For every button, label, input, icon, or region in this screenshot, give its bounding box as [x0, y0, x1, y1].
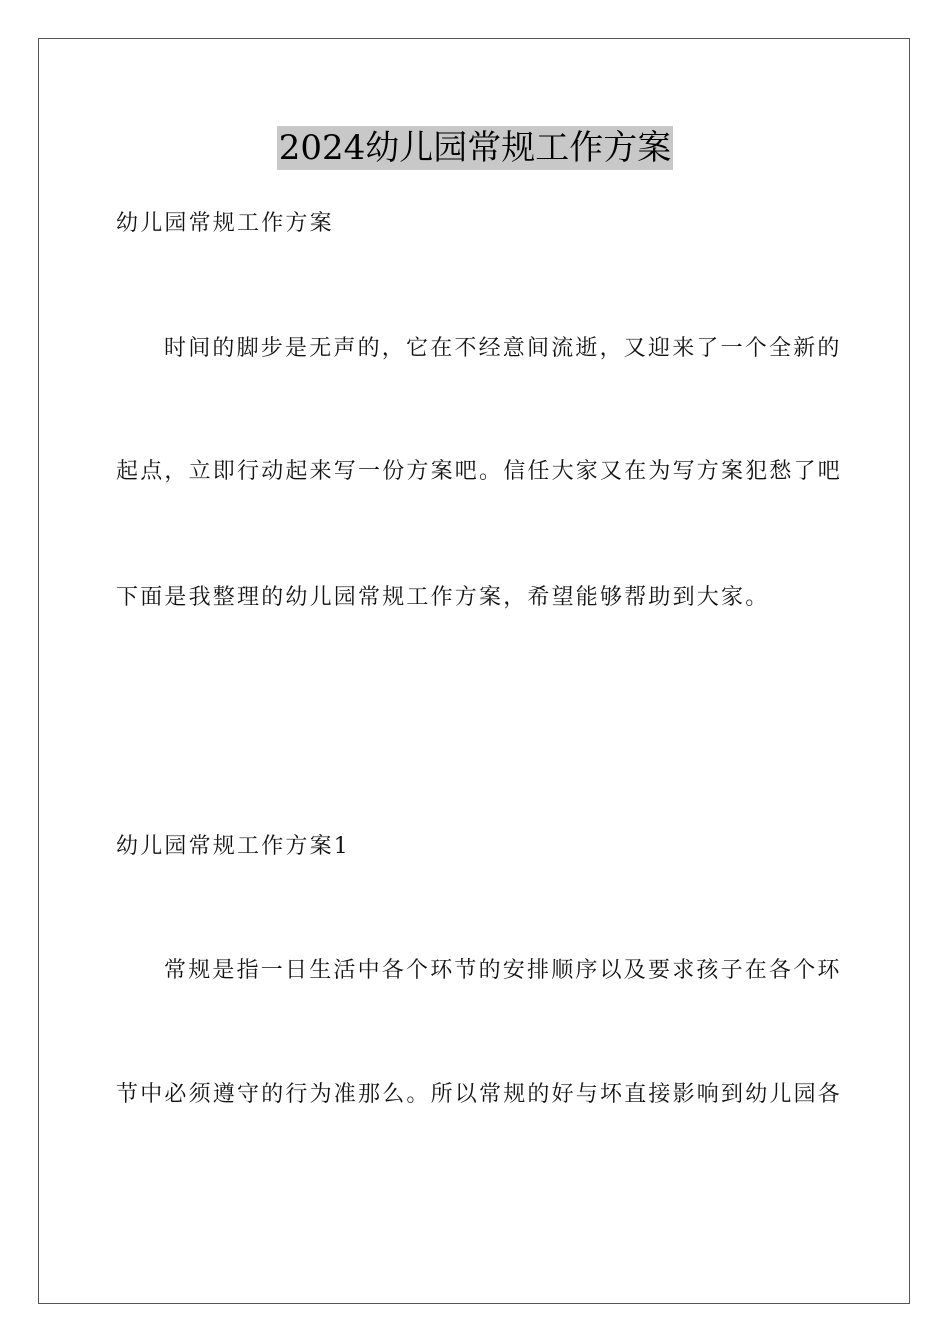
document-title: 2024幼儿园常规工作方案 [278, 128, 672, 168]
paragraph-line: 节中必须遵守的行为准那么。所以常规的好与坏直接影响到幼儿园各 [116, 1082, 843, 1107]
paragraph-line: 时间的脚步是无声的，它在不经意间流逝，又迎来了一个全新的 [164, 336, 842, 361]
title-container [0, 126, 950, 170]
paragraph-line: 常规是指一日生活中各个环节的安排顺序以及要求孩子在各个环 [164, 958, 842, 983]
section-heading: 幼儿园常规工作方案1 [116, 834, 350, 859]
paragraph-line: 下面是我整理的幼儿园常规工作方案，希望能够帮助到大家。 [116, 585, 770, 610]
paragraph-line: 起点，立即行动起来写一份方案吧。信任大家又在为写方案犯愁了吧 [116, 459, 843, 484]
subtitle-line: 幼儿园常规工作方案 [116, 211, 334, 236]
